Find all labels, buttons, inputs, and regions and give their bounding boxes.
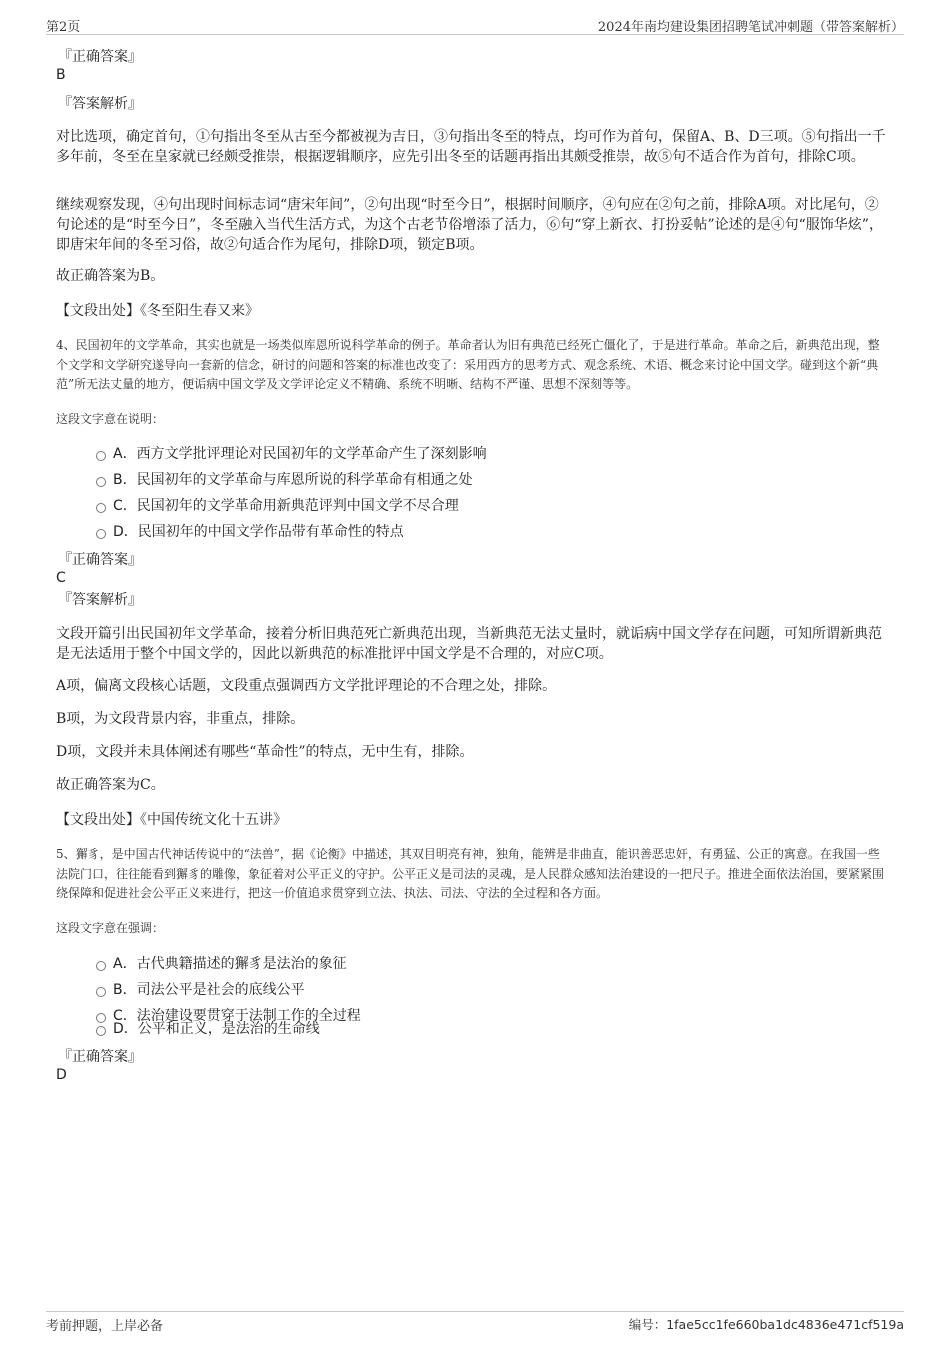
radio-icon[interactable] [96, 961, 106, 971]
q5-option-b[interactable]: B．司法公平是社会的底线公平 [96, 981, 305, 999]
q5-answer-label: 『正确答案』 [58, 1049, 142, 1065]
document-title: 2024年南均建设集团招聘笔试冲刺题（带答案解析） [597, 20, 904, 35]
q5-stem: 5、獬豸，是中国古代神话传说中的“法兽”，据《论衡》中描述，其双目明亮有神，独角，能辨是非曲直，能识善恶忠奸，有勇猛、公正的寓意。在我国一些法院门口，往往能看到獬豸的雕像，象征着对公平正义的守护。公平正义是司法的灵魂，是人民群众感知法治建设的一把尺子。推进全面依法治国，要紧紧围绕保障和促进社会公平正义来进行，把这一价值追求贯穿到立法、执法、司法、守法的全过程和各方面。 [56, 847, 885, 900]
q5-option-c[interactable]: C．法治建设要贯穿于法制工作的全过程 [96, 1007, 361, 1025]
radio-icon[interactable] [96, 1026, 106, 1036]
q4-analysis-p5: 故正确答案为C。 [56, 777, 165, 793]
q4-answer-label: 『正确答案』 [58, 552, 142, 568]
q4-analysis-p1: 文段开篇引出民国初年文学革命，接着分析旧典范死亡新典范出现，当新典范无法丈量时，就诟病中国文学存在问题，可知所谓新典范是无法适用于整个中国文学的，因此以新典范的标准批评中国文学是不合理的，对应C项。 [56, 626, 882, 662]
q4-source: 【文段出处】《中国传统文化十五讲》 [56, 812, 287, 828]
radio-icon[interactable] [96, 987, 106, 997]
q4-option-a[interactable]: A．西方文学批评理论对民国初年的文学革命产生了深刻影响 [96, 445, 487, 463]
q3-analysis-label: 『答案解析』 [58, 96, 142, 112]
q4-option-b[interactable]: B．民国初年的文学革命与库恩所说的科学革命有相通之处 [96, 471, 473, 489]
q5-answer: D [56, 1067, 67, 1083]
q4-option-c[interactable]: C．民国初年的文学革命用新典范评判中国文学不尽合理 [96, 497, 459, 515]
page-number: 第2页 [46, 20, 81, 35]
q4-stem: 4、民国初年的文学革命，其实也就是一场类似库恩所说科学革命的例子。革命者认为旧有典范已经死亡僵化了，于是进行革命。革命之后，新典范出现，整个文学和文学研究遂导向一套新的信念，研讨的问题和答案的标准也改变了：采用西方的思考方式、观念系统、术语、概念来讨论中国文学。碰到这个新“典范”所无法丈量的地方，便诟病中国文学及文学评论定义不精确、系统不明晰、结构不严谨、思想不深刻等等。 [56, 338, 880, 391]
q5-option-a[interactable]: A．古代典籍描述的獬豸是法治的象征 [96, 955, 347, 973]
radio-icon[interactable] [96, 477, 106, 487]
footer-slogan: 考前押题，上岸必备 [46, 1319, 164, 1334]
q5-option-d[interactable]: D．公平和正义，是法治的生命线 [96, 1020, 320, 1038]
document-id: 编号：1fae5cc1fe660ba1dc4836e471cf519a [628, 1317, 904, 1332]
q4-analysis-p3: B项，为文段背景内容，非重点，排除。 [56, 711, 305, 727]
radio-icon[interactable] [96, 503, 106, 513]
q3-analysis-p1: 对比选项，确定首句，①句指出冬至从古至今都被视为吉日，③句指出冬至的特点，均可作为首句，保留A、B、D三项。⑤句指出一千多年前，冬至在皇家就已经颇受推崇，根据逻辑顺序，应先引出冬至的话题再指出其颇受推崇，故⑤句不适合作为首句，排除C项。 [56, 129, 886, 165]
q3-source: 【文段出处】《冬至阳生春又来》 [56, 303, 259, 319]
page-footer [46, 1311, 904, 1334]
q4-analysis-p2: A项，偏离文段核心话题，文段重点强调西方文学批评理论的不合理之处，排除。 [56, 678, 557, 694]
q3-answer: B [56, 67, 66, 83]
q4-analysis-p4: D项，文段并未具体阐述有哪些“革命性”的特点，无中生有，排除。 [56, 744, 474, 760]
q4-analysis-label: 『答案解析』 [58, 592, 142, 608]
q3-answer-label: 『正确答案』 [58, 49, 142, 65]
q3-analysis-p2: 继续观察发现，④句出现时间标志词“唐宋年间”，②句出现“时至今日”，根据时间顺序，④句应在②句之前，排除A项。对比尾句，②句论述的是“时至今日”，冬至融入当代生活方式，为这个古老节俗增添了活力，⑥句“穿上新衣、打扮妥帖”论述的是④句“服饰华炫”，即唐宋年间的冬至习俗，故②句适合作为尾句，排除D项，锁定B项。 [56, 197, 883, 253]
page-header [46, 14, 904, 35]
radio-icon[interactable] [96, 529, 106, 539]
q4-prompt: 这段文字意在说明： [56, 412, 165, 426]
q3-analysis-p3: 故正确答案为B。 [56, 268, 165, 284]
q4-option-d[interactable]: D．民国初年的中国文学作品带有革命性的特点 [96, 523, 404, 541]
q5-prompt: 这段文字意在强调： [56, 921, 165, 935]
radio-icon[interactable] [96, 451, 106, 461]
q4-answer: C [56, 570, 66, 586]
